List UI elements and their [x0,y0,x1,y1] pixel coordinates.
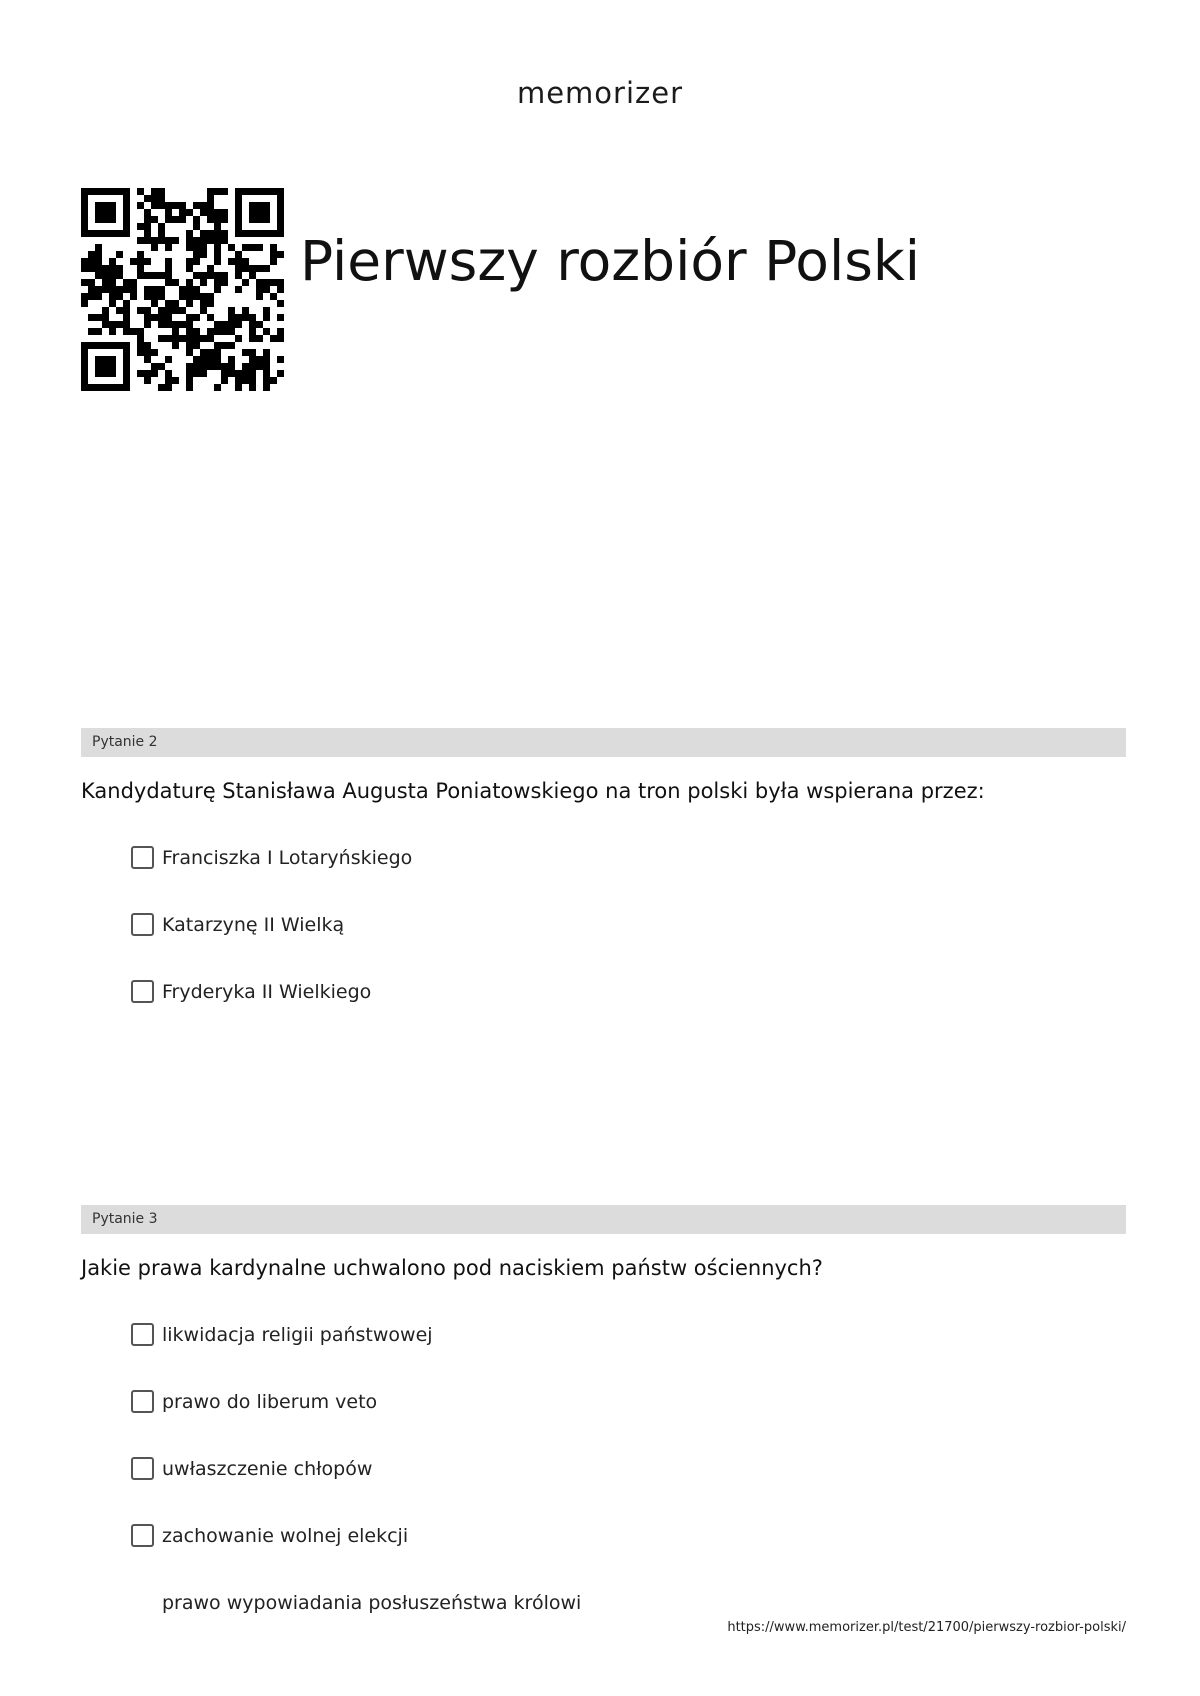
answer-list [81,824,1126,1025]
question-header: Pytanie 3 [81,1205,1126,1234]
answer-list [81,1301,1126,1636]
checkbox-icon[interactable] [131,846,154,869]
answer-option[interactable] [131,1368,1126,1435]
answer-option[interactable] [131,1435,1126,1502]
answer-option[interactable] [131,891,1126,958]
qr-code-icon [81,188,284,391]
checkbox-icon[interactable] [131,913,154,936]
answer-label: Katarzynę II Wielką [162,913,345,936]
answer-option[interactable] [131,958,1126,1025]
answer-label: likwidacja religii państwowej [162,1323,433,1346]
answer-label: prawo do liberum veto [162,1390,378,1413]
answer-option[interactable] [131,824,1126,891]
question-2 [81,728,1126,1025]
answer-label: Franciszka I Lotaryńskiego [162,846,413,869]
answer-option[interactable] [131,1502,1126,1569]
answer-label: prawo wypowiadania posłuszeństwa królowi [162,1591,582,1614]
question-text: Jakie prawa kardynalne uchwalono pod naciskiem państw ościennych? [81,1256,823,1280]
source-url[interactable]: https://www.memorizer.pl/test/21700/pierwszy-rozbior-polski/ [727,1620,1126,1635]
question-text: Kandydaturę Stanisława Augusta Poniatowskiego na tron polski była wspierana przez: [81,779,985,803]
answer-label: uwłaszczenie chłopów [162,1457,373,1480]
memorizer-logo: memorizer [516,76,684,110]
question-3 [81,1205,1126,1636]
checkbox-icon[interactable] [131,1457,154,1480]
checkbox-icon[interactable] [131,1390,154,1413]
checkbox-spacer [131,1591,154,1614]
checkbox-icon[interactable] [131,980,154,1003]
answer-option[interactable] [131,1301,1126,1368]
checkbox-icon[interactable] [131,1524,154,1547]
answer-label: zachowanie wolnej elekcji [162,1524,409,1547]
checkbox-icon[interactable] [131,1323,154,1346]
question-header: Pytanie 2 [81,728,1126,757]
page-title: Pierwszy rozbiór Polski [300,228,921,293]
answer-label: Fryderyka II Wielkiego [162,980,372,1003]
